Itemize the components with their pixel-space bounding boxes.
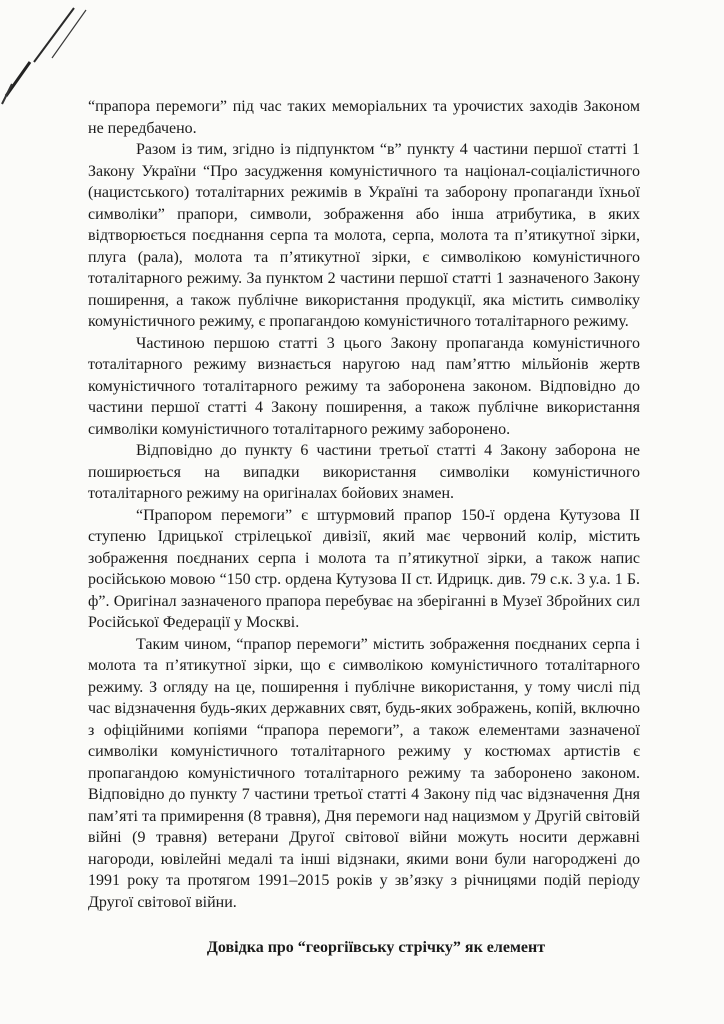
document-body xyxy=(88,96,640,959)
paragraph-2: Разом із тим, згідно із підпунктом “в” пункту 4 частини першої статті 1 Закону України “Про засудження комуністичного та націонал-соціалістичного (нацистського) тоталітарних режимів в Україні та заборону пропаганди їхньої символіки” прапори, символи, зображення або інша атрибутика, в яких відтворюється поєднання серпа та молота, серпа, молота та п’ятикутної зірки, плуга (рала), молота та п’ятикутної зірки, є символікою комуністичного тоталітарного режиму. За пунктом 2 частини першої статті 1 зазначеного Закону поширення, а також публічне використання продукції, яка містить символіку комуністичного режиму, є пропагандою комуністичного тоталітарного режиму. xyxy=(88,141,640,330)
section-heading: Довідка про “георгіївську стрічку” як елемент xyxy=(206,939,546,956)
paragraph-5: “Прапором перемоги” є штурмовий прапор 150-ї ордена Кутузова ІІ ступеню Ідрицької стрілецької дивізії, який має червоний колір, містить зображення поєднаних серпа і молота та п’ятикутної зірки, а також напис російською мовою “150 стр. ордена Кутузова ІІ ст. Идрицк. див. 79 с.к. 3 у.а. 1 Б. ф”. Оригінал зазначеного прапора перебуває на зберіганні в Музеї Збройних сил Російської Федерації у Москві. xyxy=(88,506,640,631)
paragraph-6: Таким чином, “прапор перемоги” містить зображення поєднаних серпа і молота та п’ятикутної зірки, що є символікою комуністичного тоталітарного режиму. З огляду на це, поширення і публічне використання, у тому числі під час відзначення будь-яких державних свят, будь-яких зображень, копій, включно з офіційними копіями “прапора перемоги”, а також елементами зазначеної символіки комуністичного тоталітарного режиму у костюмах артистів є пропагандою комуністичного тоталітарного режиму та заборонено законом. Відповідно до пункту 7 частини третьої статті 4 Закону під час відзначення Дня пам’яті та примирення (8 травня), Дня перемоги над нацизмом у Другій світовій війні (9 травня) ветерани Другої світової війни можуть носити державні нагороди, ювілейні медалі та інші відзнаки, якими вони були нагороджені до 1991 року та протягом 1991–2015 років у зв’язку з річницями подій періоду Другої світової війни. xyxy=(88,635,640,911)
paragraph-1: “прапора перемоги” під час таких меморіальних та урочистих заходів Законом не передбачено. xyxy=(88,98,640,137)
paragraph-4: Відповідно до пункту 6 частини третьої статті 4 Закону заборона не поширюється на випадки використання символіки комуністичного тоталітарного режиму на оригіналах бойових знамен. xyxy=(88,442,640,502)
paragraph-3: Частиною першою статті 3 цього Закону пропаганда комуністичного тоталітарного режиму визнається наругою над пам’яттю мільйонів жертв комуністичного тоталітарного режиму та заборонена законом. Відповідно до частини першої статті 4 Закону поширення, а також публічне використання символіки комуністичного тоталітарного режиму заборонено. xyxy=(88,334,640,438)
